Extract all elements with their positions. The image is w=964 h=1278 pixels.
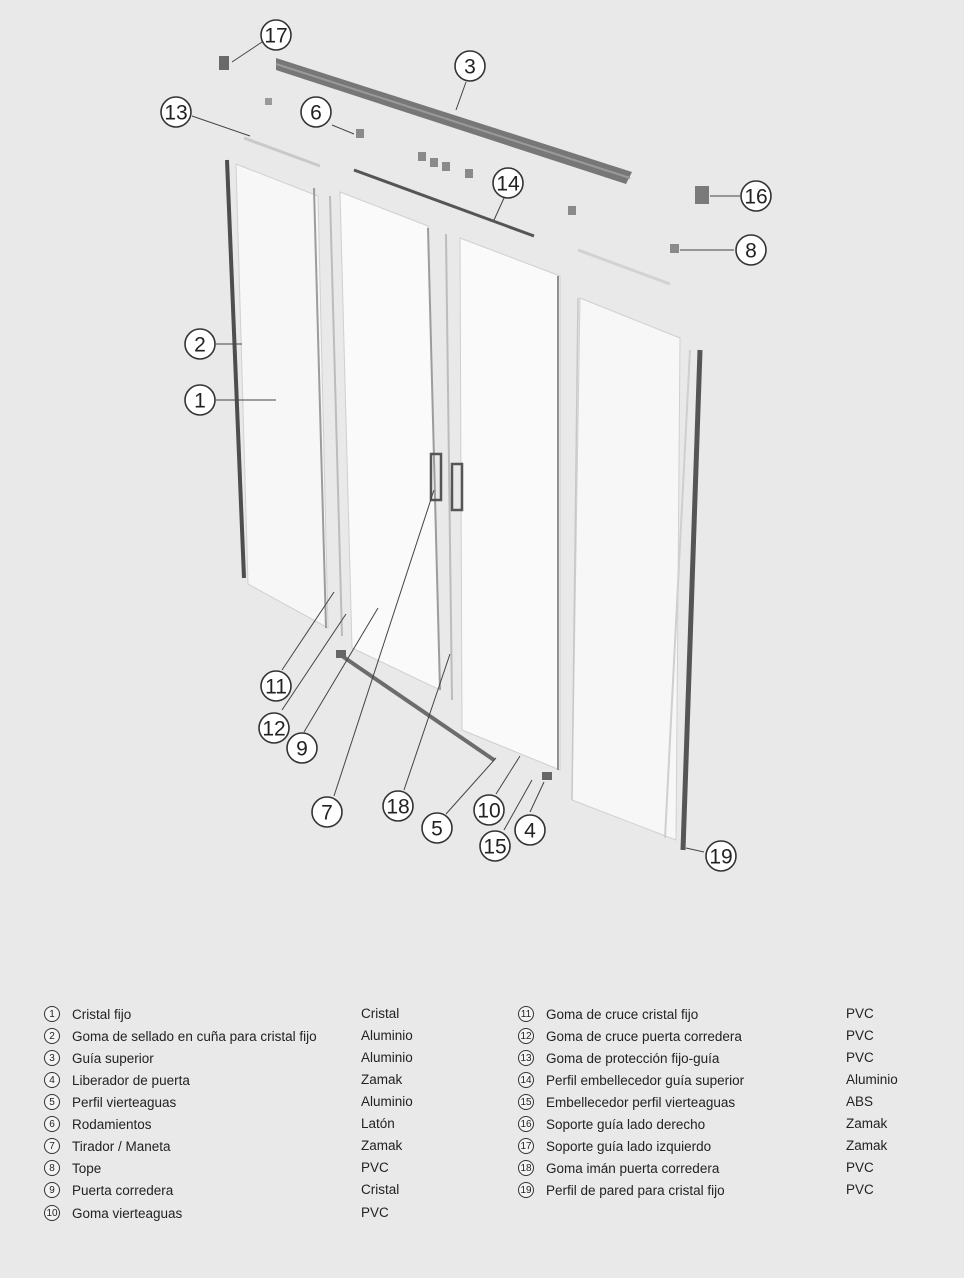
legend-part-name: Goma de cruce puerta corredera — [546, 1028, 742, 1044]
legend-material: ABS — [846, 1094, 874, 1109]
legend-material: PVC — [846, 1006, 874, 1021]
svg-text:8: 8 — [745, 239, 757, 263]
legend-part-name: Guía superior — [72, 1050, 154, 1066]
legend-number: 15 — [518, 1094, 534, 1110]
callout-5 — [422, 813, 452, 843]
legend-material: Zamak — [846, 1138, 888, 1153]
callout-4 — [515, 815, 545, 845]
legend-material: Latón — [361, 1116, 395, 1131]
legend-part-name: Soporte guía lado izquierdo — [546, 1138, 712, 1154]
svg-text:19: 19 — [709, 845, 733, 869]
stop-part — [670, 244, 679, 253]
callout-10 — [474, 795, 504, 825]
legend-number: 8 — [44, 1160, 60, 1176]
legend-material: Zamak — [361, 1072, 403, 1087]
callout-18 — [383, 791, 413, 821]
legend-number: 7 — [44, 1138, 60, 1154]
legend-material: PVC — [361, 1160, 389, 1175]
fixed-glass-left — [236, 164, 328, 628]
protection-rubber-left — [244, 138, 320, 166]
callout-16 — [741, 181, 771, 211]
cross-rubber-door — [330, 196, 342, 636]
svg-text:14: 14 — [496, 172, 520, 196]
top-guide-rail-highlight — [276, 64, 630, 178]
legend-number: 13 — [518, 1050, 534, 1066]
legend-row — [44, 1004, 131, 1024]
callout-15 — [480, 831, 510, 861]
legend-material: PVC — [846, 1028, 874, 1043]
callout-12 — [259, 713, 289, 743]
legend-part-name: Rodamientos — [72, 1116, 152, 1132]
svg-text:10: 10 — [477, 799, 501, 823]
legend-part-name: Goma de cruce cristal fijo — [546, 1006, 699, 1022]
legend-number: 17 — [518, 1138, 534, 1154]
legend-part-name: Liberador de puerta — [72, 1072, 190, 1088]
legend-material: Cristal — [361, 1182, 400, 1197]
legend-number: 4 — [44, 1072, 60, 1088]
legend-part-name: Perfil embellecedor guía superior — [546, 1072, 745, 1088]
legend-part-name: Puerta corredera — [72, 1182, 174, 1198]
svg-text:2: 2 — [194, 333, 206, 357]
callout-3 — [455, 51, 485, 81]
legend-row — [44, 1092, 176, 1112]
protection-rubber-right — [578, 250, 670, 284]
svg-text:18: 18 — [386, 795, 410, 819]
roller-a — [356, 129, 364, 138]
sliding-door-left — [340, 192, 440, 690]
door-release-left — [336, 650, 346, 658]
legend-material: PVC — [846, 1182, 874, 1197]
legend-row — [44, 1048, 154, 1068]
legend-row — [44, 1158, 101, 1178]
fixed-glass-right — [572, 298, 680, 840]
legend-row — [518, 1026, 742, 1046]
roller-f — [568, 206, 576, 215]
legend-row — [44, 1180, 173, 1200]
legend-number: 9 — [44, 1182, 60, 1198]
legend-material: Aluminio — [361, 1050, 413, 1065]
legend-number: 10 — [44, 1205, 60, 1221]
door-release-right — [542, 772, 552, 780]
legend-row — [518, 1070, 744, 1090]
callout-6 — [301, 97, 331, 127]
svg-text:12: 12 — [262, 717, 286, 741]
callout-9 — [287, 733, 317, 763]
legend-material: Zamak — [361, 1138, 403, 1153]
svg-text:7: 7 — [321, 801, 333, 825]
svg-text:4: 4 — [524, 819, 536, 843]
legend-row — [518, 1114, 705, 1134]
legend-material: PVC — [846, 1160, 874, 1175]
roller-c — [430, 158, 438, 167]
svg-text:11: 11 — [265, 675, 287, 699]
roller-b — [418, 152, 426, 161]
legend-number: 3 — [44, 1050, 60, 1066]
legend-row — [518, 1158, 719, 1178]
legend-row — [44, 1136, 171, 1156]
svg-text:17: 17 — [264, 24, 288, 48]
legend-row — [518, 1092, 735, 1112]
callout-19 — [706, 841, 736, 871]
legend-number: 16 — [518, 1116, 534, 1132]
legend-row — [44, 1070, 190, 1090]
svg-text:9: 9 — [296, 737, 308, 761]
svg-text:13: 13 — [164, 101, 188, 125]
legend-part-name: Tirador / Maneta — [72, 1138, 171, 1154]
legend-number: 14 — [518, 1072, 534, 1088]
svg-text:3: 3 — [464, 55, 476, 79]
legend-number: 19 — [518, 1182, 534, 1198]
callout-17 — [261, 20, 291, 50]
right-bracket-part — [695, 186, 709, 204]
legend-part-name: Goma imán puerta corredera — [546, 1160, 720, 1176]
legend-material: PVC — [361, 1205, 389, 1220]
legend-material: Cristal — [361, 1006, 400, 1021]
callout-2 — [185, 329, 215, 359]
legend-part-name: Perfil vierteaguas — [72, 1094, 177, 1110]
callout-14 — [493, 168, 523, 198]
legend-number: 2 — [44, 1028, 60, 1044]
legend-part-name: Soporte guía lado derecho — [546, 1116, 706, 1132]
legend-material: Aluminio — [361, 1094, 413, 1109]
legend-material: PVC — [846, 1050, 874, 1065]
legend-part-name: Goma de sellado en cuña para cristal fijo — [72, 1028, 317, 1044]
legend-number: 18 — [518, 1160, 534, 1176]
legend-part-name: Tope — [72, 1160, 102, 1176]
roller-d — [442, 162, 450, 171]
legend-material: Aluminio — [846, 1072, 898, 1087]
legend-number: 6 — [44, 1116, 60, 1132]
legend-part-name: Embellecedor perfil vierteaguas — [546, 1094, 736, 1110]
legend-row — [44, 1114, 152, 1134]
callout-7 — [312, 797, 342, 827]
legend-part-name: Goma de protección fijo-guía — [546, 1050, 720, 1066]
legend-material: Aluminio — [361, 1028, 413, 1043]
sliding-door-right — [460, 238, 560, 770]
legend-row — [518, 1180, 725, 1200]
legend-row — [518, 1004, 698, 1024]
legend-row — [518, 1136, 711, 1156]
svg-text:16: 16 — [744, 185, 768, 209]
legend-row — [518, 1048, 719, 1068]
callout-8 — [736, 235, 766, 265]
legend-number: 12 — [518, 1028, 534, 1044]
svg-text:15: 15 — [483, 835, 507, 859]
legend-material: Zamak — [846, 1116, 888, 1131]
roller-e — [465, 169, 473, 178]
legend-number: 1 — [44, 1006, 60, 1022]
svg-text:6: 6 — [310, 101, 322, 125]
legend-number: 5 — [44, 1094, 60, 1110]
legend-row — [44, 1203, 182, 1223]
legend-part-name: Perfil de pared para cristal fijo — [546, 1182, 725, 1198]
small-part-a — [265, 98, 272, 105]
legend-part-name: Goma vierteaguas — [72, 1205, 183, 1221]
callout-13 — [161, 97, 191, 127]
svg-text:1: 1 — [194, 389, 206, 413]
legend-part-name: Cristal fijo — [72, 1006, 132, 1022]
legend-row — [44, 1026, 317, 1046]
legend-number: 11 — [518, 1006, 534, 1022]
callout-1 — [185, 385, 215, 415]
left-bracket-part — [219, 56, 229, 70]
svg-text:5: 5 — [431, 817, 443, 841]
callout-11 — [261, 671, 291, 701]
